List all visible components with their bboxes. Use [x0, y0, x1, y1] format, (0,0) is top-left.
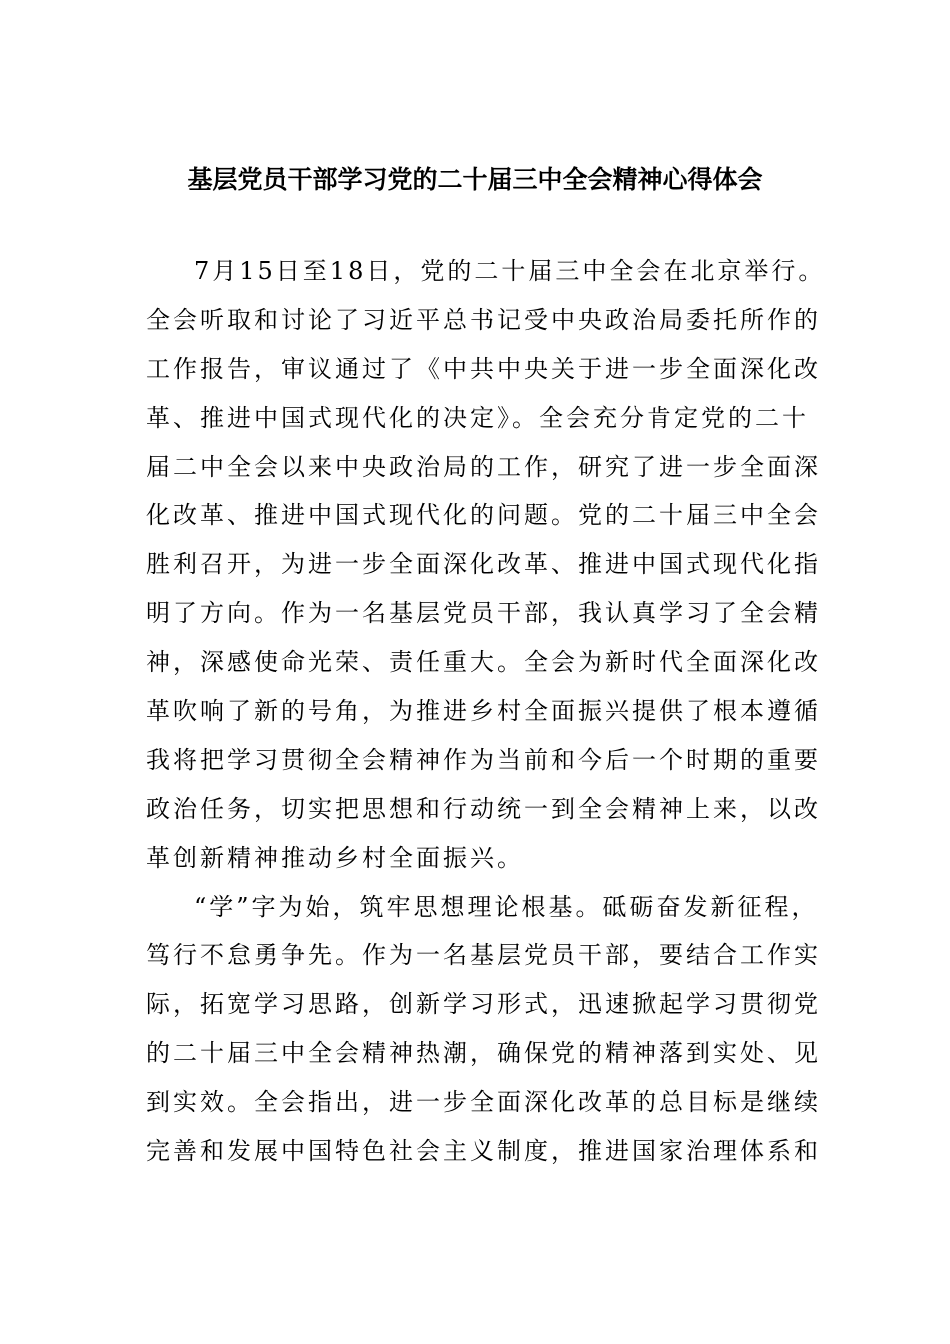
paragraph-2-line: 笃行不怠勇争先。作为一名基层党员干部，要结合工作实 [146, 941, 821, 970]
paragraph-2-line: 到实效。全会指出，进一步全面深化改革的总目标是继续 [146, 1088, 821, 1117]
document-title: 基层党员干部学习党的二十届三中全会精神心得体会 [187, 165, 763, 194]
paragraph-1-line: 化改革、推进中国式现代化的问题。党的二十届三中全会 [146, 501, 821, 530]
paragraph-1-line: 胜利召开，为进一步全面深化改革、推进中国式现代化指 [146, 550, 821, 579]
paragraph-1-line: 革创新精神推动乡村全面振兴。 [146, 843, 524, 872]
paragraph-1-line: 7月15日至18日，党的二十届三中全会在北京举行。 [194, 257, 826, 285]
paragraph-1-line: 我将把学习贯彻全会精神作为当前和今后一个时期的重要 [146, 745, 821, 774]
document-body [146, 247, 826, 1176]
paragraph-1-line: 政治任务，切实把思想和行动统一到全会精神上来，以改 [146, 794, 821, 823]
paragraph-1-line: 明了方向。作为一名基层党员干部，我认真学习了全会精 [146, 599, 821, 628]
paragraph-2-line: 的二十届三中全会精神热潮，确保党的精神落到实处、见 [146, 1039, 821, 1068]
paragraph-1-line: 革吹响了新的号角，为推进乡村全面振兴提供了根本遵循 [146, 697, 821, 726]
paragraph-1-line: 神，深感使命光荣、责任重大。全会为新时代全面深化改 [146, 648, 821, 677]
paragraph-2-line: 际，拓宽学习思路，创新学习形式，迅速掀起学习贯彻党 [146, 990, 821, 1019]
paragraph-2-line: 完善和发展中国特色社会主义制度，推进国家治理体系和 [146, 1137, 821, 1166]
paragraph-1-line: 届二中全会以来中央政治局的工作，研究了进一步全面深 [146, 452, 821, 481]
paragraph-1-line: 全会听取和讨论了习近平总书记受中央政治局委托所作的 [146, 305, 821, 334]
paragraph-2-line: “学”字为始，筑牢思想理论根基。砥砺奋发新征程， [194, 892, 819, 921]
paragraph-1-line: 工作报告，审议通过了《中共中央关于进一步全面深化改 [146, 354, 821, 383]
paragraph-1-line: 革、推进中国式现代化的决定》。全会充分肯定党的二十 [146, 403, 809, 432]
